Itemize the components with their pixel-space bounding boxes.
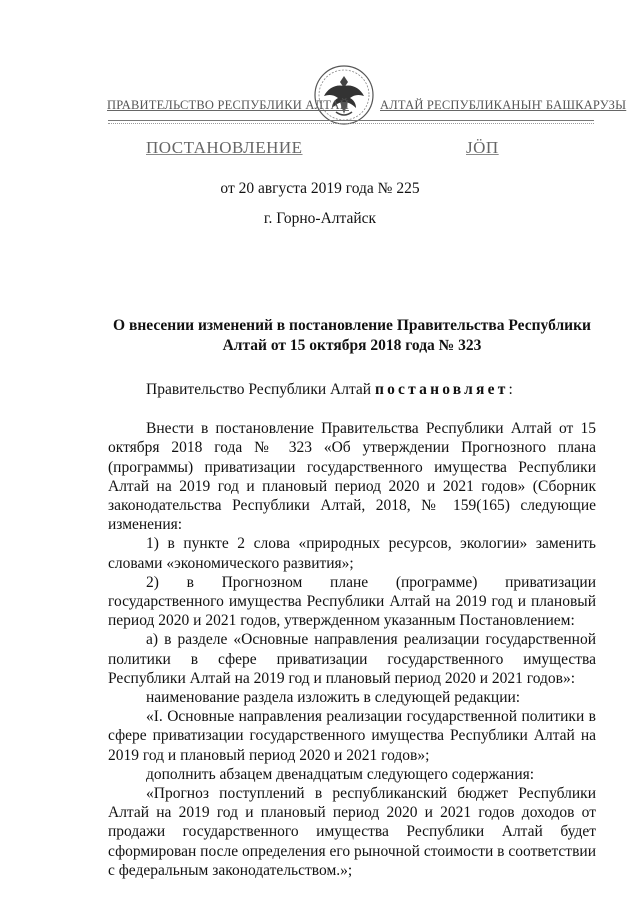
title-line-1: О внесении изменений в постановление Правительства Республики (113, 317, 591, 334)
body-paragraph: 1) в пункте 2 слова «природных ресурсов, экологии» заменить словами «экономического развития»; (108, 535, 596, 572)
government-name-altai: АЛТАЙ РЕСПУБЛИКАНЫҤ БАШКАРУЗЫ (380, 98, 627, 112)
body-paragraph: «Прогноз поступлений в республиканский бюджет Республики Алтай на 2019 год и плановый период 2020 и 2021 годов доходов от продажи государственного имущества Республики Алтай будет сформирован после определения его рыночной стоимости в соответствии с федеральным законодательством.»; (108, 785, 596, 879)
body-paragraph: а) в разделе «Основные направления реализации государственной политики в сфере приватизации государственного имущества Республики Алтай на 2019 год и плановый период 2020 и 2021 годов»: (108, 631, 596, 687)
decree-statement (108, 380, 596, 399)
decree-prefix: Правительство Республики Алтай (146, 381, 372, 398)
coat-of-arms-emblem-icon (314, 62, 374, 128)
document-date: от 20 августа 2019 года № 225 (220, 180, 420, 197)
document-body (108, 380, 596, 880)
body-paragraph: «I. Основные направления реализации государственной политики в сфере приватизации государственного имущества Республики Алтай на 2019 год и плановый период 2020 и 2021 годов»; (108, 708, 596, 764)
body-paragraph: наименование раздела изложить в следующей редакции: (146, 689, 521, 707)
document-type-russian: ПОСТАНОВЛЕНИЕ (146, 138, 303, 157)
title-line-2: Алтай от 15 октября 2018 года № 323 (222, 337, 482, 354)
body-paragraph: 2) в Прогнозном плане (программе) приватизации государственного имущества Республики Алтай на 2019 год и плановый период 2020 и 2021 годов, утвержденном указанным Постановлением: (108, 573, 596, 630)
document-title (110, 316, 594, 356)
header-divider-dotted (108, 123, 594, 124)
government-name-russian: ПРАВИТЕЛЬСТВО РЕСПУБЛИКИ АЛТАЙ (107, 98, 349, 112)
document-city: г. Горно-Алтайск (263, 210, 377, 227)
document-type-altai: ЈӦП (466, 138, 499, 157)
decree-keyword: постановляет (374, 381, 509, 398)
body-paragraph: Внести в постановление Правительства Республики Алтай от 15 октября 2018 года № 323 «Об утверждении Прогнозного плана (программы) приватизации государственного имущества Республики Алтай на 2019 год и плановый период 2020 и 2021 годов» (Сборник законодательства Республики Алтай, 2018, № 159(165) следующие изменения: (108, 420, 596, 534)
body-paragraph: дополнить абзацем двенадцатым следующего содержания: (146, 765, 535, 783)
header-divider (108, 120, 594, 121)
decree-suffix: : (508, 381, 513, 398)
